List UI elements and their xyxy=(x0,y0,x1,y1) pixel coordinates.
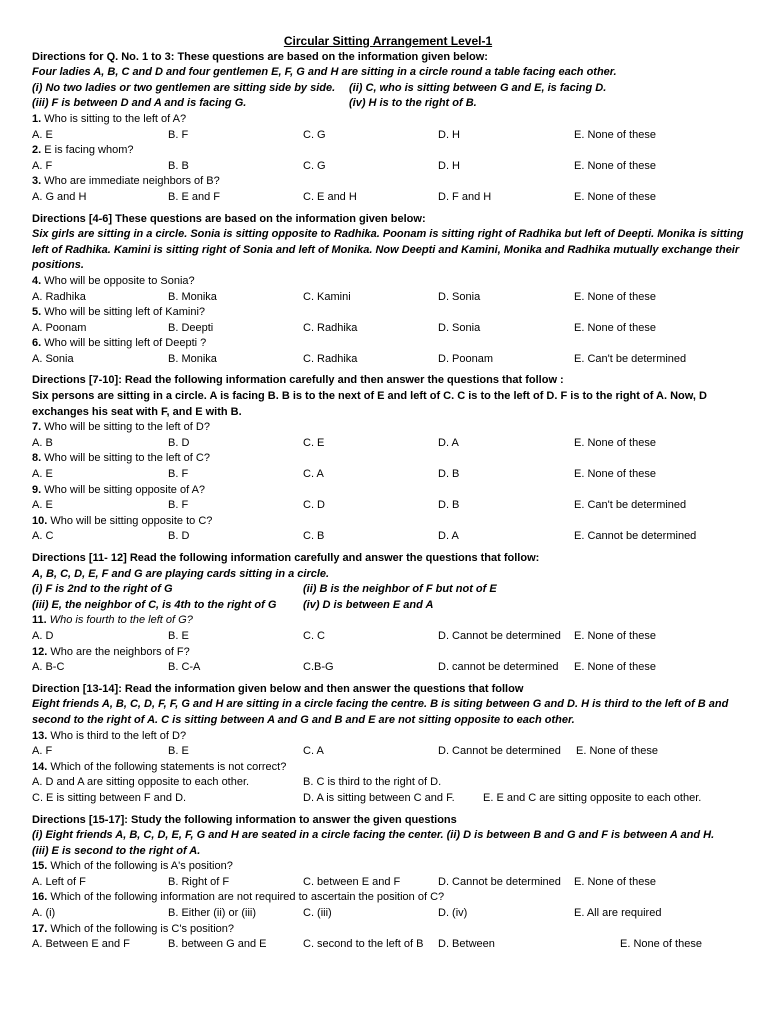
question xyxy=(32,729,744,745)
option: E. None of these xyxy=(574,159,656,172)
option: E. All are required xyxy=(574,907,662,920)
option: B. E xyxy=(168,745,189,758)
option: B. Either (ii) or (iii) xyxy=(168,907,257,920)
option: B. D xyxy=(168,530,190,543)
question xyxy=(32,645,744,661)
option: E. None of these xyxy=(574,436,656,449)
option: E. Can't be determined xyxy=(574,499,687,512)
question-group-7-10 xyxy=(32,420,744,545)
option: A. (i) xyxy=(32,907,56,920)
directions-15-17: Directions [15-17]: Study the following information to answer the given questions xyxy=(32,813,457,826)
option: A. Sonia xyxy=(32,352,74,365)
question-text: Who will be opposite to Sonia? xyxy=(41,274,195,287)
option: C. A xyxy=(303,745,324,758)
option: A. D and A are sitting opposite to each other. xyxy=(32,776,250,789)
question xyxy=(32,922,744,938)
option: D. (iv) xyxy=(438,907,468,920)
options-row xyxy=(32,906,744,922)
option: D. B xyxy=(438,468,460,481)
info-1-3: Four ladies A, B, C and D and four gentlemen E, F, G and H are sitting in a circle round a table facing each other. xyxy=(32,66,617,79)
question-text: Who is sitting to the left of A? xyxy=(41,112,187,125)
directions-4-6: Directions [4-6] These questions are based on the information given below: xyxy=(32,212,426,225)
option: D. Poonam xyxy=(438,352,494,365)
question-number: 11. xyxy=(32,614,47,627)
page-title: Circular Sitting Arrangement Level-1 xyxy=(283,34,493,48)
option: D. cannot be determined xyxy=(438,661,559,674)
options-row xyxy=(32,290,744,306)
condition: (iii) E, the neighbor of C, is 4th to the right of G xyxy=(32,598,277,611)
option: A. C xyxy=(32,530,54,543)
option: C. G xyxy=(303,159,326,172)
question xyxy=(32,859,744,875)
option: C. E is sitting between F and D. xyxy=(32,791,187,804)
question-number: 2. xyxy=(32,144,42,157)
conditions-row xyxy=(32,582,744,598)
question-group-4-6 xyxy=(32,274,744,368)
directions-7-10: Directions [7-10]: Read the following information carefully and then answer the questions that follow : xyxy=(32,374,564,387)
option: E. None of these xyxy=(620,938,702,951)
option: E. None of these xyxy=(574,190,656,203)
question-number: 12. xyxy=(32,645,48,658)
options-row xyxy=(32,467,744,483)
options-row xyxy=(32,436,744,452)
question-number: 1. xyxy=(32,112,42,125)
options-row xyxy=(32,744,744,760)
option: E. None of these xyxy=(574,629,656,642)
question-text: E is facing whom? xyxy=(41,144,134,157)
option: B. Deepti xyxy=(168,321,214,334)
option: E. None of these xyxy=(574,128,656,141)
question-number: 3. xyxy=(32,175,42,188)
question-number: 17. xyxy=(32,922,48,935)
question-number: 5. xyxy=(32,306,42,319)
option: A. E xyxy=(32,128,53,141)
option: B. F xyxy=(168,128,189,141)
question xyxy=(32,143,744,159)
question xyxy=(32,305,744,321)
option: A. Radhika xyxy=(32,290,86,303)
option: A. G and H xyxy=(32,190,87,203)
condition: (i) F is 2nd to the right of G xyxy=(32,583,173,596)
question-text: Who will be sitting opposite of A? xyxy=(41,483,206,496)
option: A. B xyxy=(32,436,53,449)
condition: (iv) H is to the right of B. xyxy=(349,97,477,110)
option: A. B-C xyxy=(32,661,65,674)
question-number: 14. xyxy=(32,760,48,773)
question-number: 13. xyxy=(32,729,48,742)
option: D. A xyxy=(438,436,459,449)
options-row xyxy=(32,352,744,368)
options-row xyxy=(32,875,744,891)
option: A. Left of F xyxy=(32,875,86,888)
conditions-row xyxy=(32,598,744,614)
question xyxy=(32,613,744,629)
option: D. A xyxy=(438,530,459,543)
condition: (ii) B is the neighbor of F but not of E xyxy=(303,583,497,596)
option: C. B xyxy=(303,530,325,543)
option: D. B xyxy=(438,499,460,512)
option: A. Between E and F xyxy=(32,938,130,951)
option: B. C-A xyxy=(168,661,201,674)
options-row xyxy=(32,159,744,175)
option: C. (iii) xyxy=(303,907,332,920)
option: B. C is third to the right of D. xyxy=(303,776,442,789)
option: D. Cannot be determined xyxy=(438,629,561,642)
question-group-1-3 xyxy=(32,112,744,206)
option: D. Cannot be determined xyxy=(438,875,561,888)
condition: (iii) F is between D and A and is facing G. xyxy=(32,97,247,110)
option: A. Poonam xyxy=(32,321,87,334)
question-group-15-16 xyxy=(32,859,744,921)
options-row xyxy=(32,629,744,645)
question-number: 6. xyxy=(32,337,42,350)
options-row xyxy=(32,128,744,144)
directions-11-12: Directions [11- 12] Read the following information carefully and answer the questions that follow: xyxy=(32,552,540,564)
options-row xyxy=(32,937,744,953)
option: C. A xyxy=(303,468,324,481)
directions-13-14: Direction [13-14]: Read the information given below and then answer the questions that follow xyxy=(32,682,524,695)
options-row xyxy=(32,775,744,791)
option: D. Between xyxy=(438,938,495,951)
option: C. Kamini xyxy=(303,290,351,303)
option: E. Cannot be determined xyxy=(574,530,697,543)
option: C.B-G xyxy=(303,661,334,674)
option: C. Radhika xyxy=(303,321,358,334)
question-text: Who will be sitting opposite to C? xyxy=(47,514,213,527)
option: E. None of these xyxy=(574,321,656,334)
option: E. None of these xyxy=(574,661,656,674)
option: E. None of these xyxy=(574,468,656,481)
option: C. Radhika xyxy=(303,352,358,365)
info-7-10: Six persons are sitting in a circle. A is facing B. B is to the next of E and left of C. C is to the left of D. F is to the right of A. Now, D exchanges his seat with F, and E with B. xyxy=(32,390,707,418)
question xyxy=(32,420,744,436)
question-text: Who will be sitting left of Deepti ? xyxy=(41,337,207,350)
condition: (ii) C, who is sitting between G and E, is facing D. xyxy=(349,81,607,94)
question-number: 15. xyxy=(32,860,48,873)
conditions-row xyxy=(32,96,744,112)
question-text: Who will be sitting to the left of D? xyxy=(41,421,210,434)
options-row xyxy=(32,498,744,514)
option: C. C xyxy=(303,629,325,642)
info-15-17: (i) Eight friends A, B, C, D, E, F, G and H are seated in a circle facing the center. (ii) D is between B and G and F is between A and H. xyxy=(32,829,715,842)
option: D. Sonia xyxy=(438,321,481,334)
question-number: 10. xyxy=(32,514,48,527)
info-4-6: Six girls are sitting in a circle. Sonia is sitting opposite to Radhika. Poonam is sitting right of Radhika but left of Deepti. Monika is sitting left of Radhika. Kamini is sitting right of Sonia and left of Monika. Now Deepti and Kamini, Monika and Radhika mutually exchange their positions. xyxy=(32,228,744,272)
option: B. D xyxy=(168,436,190,449)
option: A. E xyxy=(32,499,53,512)
worksheet xyxy=(32,34,744,953)
option: C. G xyxy=(303,128,326,141)
condition: (iv) D is between E and A xyxy=(303,598,434,611)
question-number: 8. xyxy=(32,452,42,465)
option: C. between E and F xyxy=(303,875,401,888)
question-text: Who are immediate neighbors of B? xyxy=(41,175,220,188)
question-text: Who are the neighbors of F? xyxy=(47,645,190,658)
option: E. E and C are sitting opposite to each other. xyxy=(483,791,702,804)
question-number: 7. xyxy=(32,421,42,434)
question xyxy=(32,174,744,190)
question-text: Who will be sitting to the left of C? xyxy=(41,452,210,465)
option: E. None of these xyxy=(574,290,656,303)
question xyxy=(32,336,744,352)
info-13-14: Eight friends A, B, C, D, F, F, G and H are sitting in a circle facing the centre. B is siting between G and D. H is third to the left of B and second to the right of A. C is sitting between A and G and B and E are not sitting opposite to each other. xyxy=(32,698,729,726)
option: B. Monika xyxy=(168,352,217,365)
option: A. F xyxy=(32,745,53,758)
info-11-12: A, B, C, D, E, F and G are playing cards sitting in a circle. xyxy=(32,567,330,580)
option: B. Monika xyxy=(168,290,217,303)
info-15-17-cont: (iii) E is second to the right of A. xyxy=(32,844,201,857)
option: D. A is sitting between C and F. xyxy=(303,791,455,804)
option: E. None of these xyxy=(576,745,658,758)
question-text: Who is third to the left of D? xyxy=(47,729,187,742)
options-row xyxy=(32,190,744,206)
option: A. D xyxy=(32,629,54,642)
condition: (i) No two ladies or two gentlemen are sitting side by side. xyxy=(32,81,336,94)
option: A. E xyxy=(32,468,53,481)
question-text: Which of the following statements is not correct? xyxy=(47,760,287,773)
option: B. E and F xyxy=(168,190,220,203)
question xyxy=(32,890,744,906)
options-row xyxy=(32,791,744,807)
option: C. second to the left of B xyxy=(303,938,424,951)
question-text: Who is fourth to the left of G? xyxy=(46,614,193,627)
question-text: Which of the following is C's position? xyxy=(47,922,235,935)
question xyxy=(32,760,744,776)
options-row xyxy=(32,321,744,337)
options-row xyxy=(32,529,744,545)
option: C. E xyxy=(303,436,325,449)
option: D. H xyxy=(438,128,460,141)
option: B. Right of F xyxy=(168,875,230,888)
question-text: Which of the following information are not required to ascertain the position of C? xyxy=(47,891,445,904)
question xyxy=(32,274,744,290)
option: A. F xyxy=(32,159,53,172)
option: B. F xyxy=(168,499,189,512)
option: B. E xyxy=(168,629,189,642)
option: D. F and H xyxy=(438,190,492,203)
option: B. between G and E xyxy=(168,938,267,951)
question-number: 4. xyxy=(32,274,42,287)
option: E. Can't be determined xyxy=(574,352,687,365)
question-text: Which of the following is A's position? xyxy=(47,860,233,873)
question-number: 16. xyxy=(32,891,48,904)
directions-1-3: Directions for Q. No. 1 to 3: These questions are based on the information given below: xyxy=(32,50,488,63)
question xyxy=(32,112,744,128)
option: C. D xyxy=(303,499,325,512)
question-text: Who will be sitting left of Kamini? xyxy=(41,306,206,319)
question-number: 9. xyxy=(32,483,42,496)
conditions-row xyxy=(32,81,744,97)
option: D. Cannot be determined xyxy=(438,745,561,758)
option: D. H xyxy=(438,159,460,172)
option: D. Sonia xyxy=(438,290,481,303)
question xyxy=(32,514,744,530)
option: E. None of these xyxy=(574,875,656,888)
option: B. F xyxy=(168,468,189,481)
question xyxy=(32,451,744,467)
option: C. E and H xyxy=(303,190,357,203)
options-row xyxy=(32,660,744,676)
question-group-11-12 xyxy=(32,613,744,675)
question xyxy=(32,483,744,499)
option: B. B xyxy=(168,159,189,172)
